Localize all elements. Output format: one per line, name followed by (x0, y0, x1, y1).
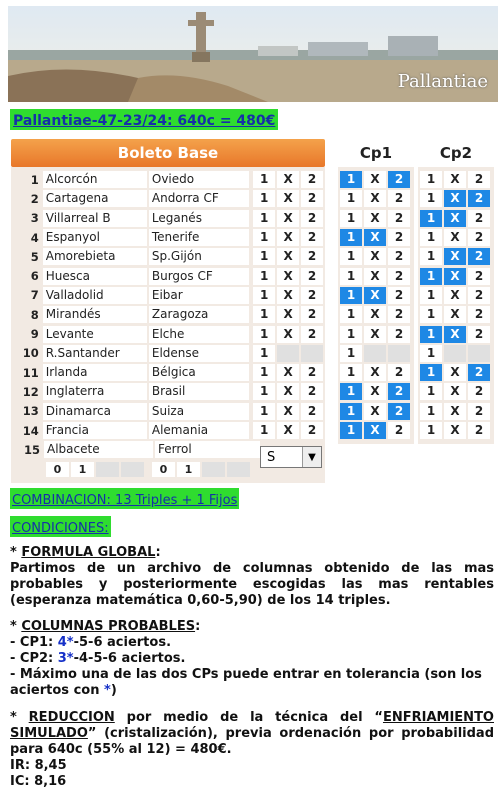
table-row (340, 363, 412, 382)
cp-cell: 1 (340, 210, 362, 227)
cp-cell: 2 (388, 326, 410, 343)
table-row (13, 305, 323, 324)
cp-cell: 1 (420, 190, 442, 207)
sign-cell[interactable]: 2 (301, 190, 323, 207)
cp-cell: 2 (468, 403, 490, 420)
cp-cell: 1 (420, 345, 442, 362)
table-row (420, 421, 492, 440)
sign-cell[interactable]: 2 (301, 210, 323, 227)
table-row (13, 228, 323, 247)
score-empty[interactable] (121, 462, 144, 477)
table-row (13, 189, 323, 208)
cp-cell: 1 (340, 364, 362, 381)
cp-cell: X (364, 364, 386, 381)
cp-cell-selected: 1 (340, 403, 362, 420)
away-team: Suiza (149, 403, 249, 420)
table-row (340, 421, 412, 440)
brand-logo: Pallantiae (397, 71, 488, 92)
score-cell[interactable]: 0 (46, 462, 69, 477)
sign-cell[interactable]: X (277, 364, 299, 381)
cp-cell: 1 (340, 345, 362, 362)
sign-cell[interactable]: X (277, 171, 299, 188)
away-team: Leganés (149, 210, 249, 227)
cp-cell: 1 (420, 422, 442, 439)
cp2-tolerance: 3* (57, 651, 74, 666)
cp1-rows (338, 167, 414, 444)
cp-cell: 2 (388, 306, 410, 323)
cp-cell: X (364, 210, 386, 227)
cp1-header: Cp1 (359, 144, 393, 162)
table-row (340, 209, 412, 228)
cp-cell-selected: X (444, 248, 466, 265)
tolerance-note-end: ) (110, 683, 117, 698)
match-number: 3 (30, 211, 39, 226)
cp-cell: X (444, 383, 466, 400)
ic-value: IC: 8,16 (10, 774, 67, 789)
table-row (340, 266, 412, 285)
cp1-table (338, 139, 414, 444)
home-team: Espanyol (43, 229, 147, 246)
match-number: 14 (22, 423, 39, 438)
condiciones-text: CONDICIONES: (12, 521, 109, 536)
sign-cell[interactable]: X (277, 210, 299, 227)
cp-cell: X (444, 306, 466, 323)
sign-cell[interactable]: 2 (301, 422, 323, 439)
cp-cell: 2 (388, 364, 410, 381)
cp1-aciertos: -5-6 aciertos. (73, 635, 172, 650)
reduccion-section: * REDUCCION por medio de la técnica del “ENFRIAMIENTO SIMULADO” (cristalización), previa ordenación por probabilidad para 640c (55% al 12) = 480€. IR: 8,45 IC: 8,16 (10, 710, 494, 789)
chevron-down-icon[interactable]: ▼ (302, 447, 321, 467)
cp-cell: 2 (388, 287, 410, 304)
home-team: Albacete (44, 441, 153, 458)
match-number: 9 (30, 327, 39, 342)
cp-cell: X (444, 422, 466, 439)
table-row (13, 170, 323, 189)
match-number: 1 (30, 172, 39, 187)
match-number: 6 (30, 269, 39, 284)
cp-cell-selected: X (444, 268, 466, 285)
cp-cell: X (364, 306, 386, 323)
table-row (340, 189, 412, 208)
sign-cell[interactable]: 2 (301, 364, 323, 381)
table-row (420, 228, 492, 247)
cp-cell: 2 (468, 268, 490, 285)
table-row (420, 382, 492, 401)
table-row (13, 363, 323, 382)
cp-cell: X (444, 403, 466, 420)
pleno-select[interactable] (260, 446, 322, 468)
away-score-group (150, 462, 252, 477)
cp-cell: 1 (340, 326, 362, 343)
table-row (340, 382, 412, 401)
cp-cell: X (444, 171, 466, 188)
table-row (13, 382, 323, 401)
match-number: 11 (22, 365, 39, 380)
condiciones-heading (10, 516, 111, 537)
cp-cell: 1 (340, 268, 362, 285)
formula-section: * FORMULA GLOBAL: Partimos de un archivo de columnas obtenido de las mas probables y posteriormente escogidas las mas rentables (esperanza matemática 0,60-5,90) de los 14 triples. (10, 545, 494, 608)
sign-cell[interactable]: 1 (253, 403, 275, 420)
table-row (13, 286, 323, 305)
match-number: 4 (30, 230, 39, 245)
score-cell[interactable]: 1 (177, 462, 200, 477)
sign-cell[interactable]: 1 (253, 210, 275, 227)
cp1-label: - CP1: (10, 635, 58, 650)
tolerance-note: - Máximo una de las dos CPs puede entrar en tolerancia (son los aciertos con (10, 667, 482, 698)
away-team: Elche (149, 326, 249, 343)
sign-cell[interactable]: 2 (301, 326, 323, 343)
boleto-base-table (11, 139, 325, 483)
away-team: Eldense (149, 345, 249, 362)
sign-cell[interactable]: 2 (301, 287, 323, 304)
sign-cell[interactable]: X (277, 248, 299, 265)
match-number: 15 (23, 442, 40, 457)
combinacion-text: COMBINACION: 13 Triples + 1 Fijos (12, 493, 238, 508)
away-team: Eibar (149, 287, 249, 304)
cp-cell: 1 (420, 403, 442, 420)
table-row (340, 402, 412, 421)
home-team: R.Santander (43, 345, 147, 362)
cp-cell: 1 (420, 248, 442, 265)
match-number: 13 (22, 404, 39, 419)
table-row (340, 344, 412, 363)
cp-cell-selected: X (444, 326, 466, 343)
cp2-header: Cp2 (439, 144, 473, 162)
match-number: 7 (30, 288, 39, 303)
header-banner (8, 6, 498, 102)
cp-cell: 1 (420, 383, 442, 400)
cp-cell: X (364, 171, 386, 188)
table-row (420, 170, 492, 189)
table-row (13, 344, 323, 363)
cp-cell: 2 (468, 326, 490, 343)
cp2-rows (418, 167, 494, 444)
home-team: Mirandés (43, 306, 147, 323)
away-team: Ferrol (155, 441, 260, 458)
sign-cell[interactable]: 1 (253, 229, 275, 246)
score-empty[interactable] (96, 462, 119, 477)
sign-cell[interactable]: X (277, 190, 299, 207)
sign-cell[interactable]: X (277, 383, 299, 400)
cp-cell: X (444, 364, 466, 381)
cp-cell: 2 (468, 287, 490, 304)
table-row (340, 286, 412, 305)
home-score-group (44, 462, 150, 477)
score-cell[interactable]: 0 (152, 462, 175, 477)
sign-cell[interactable]: 1 (253, 422, 275, 439)
cp-cell-selected: X (444, 190, 466, 207)
sign-cell[interactable]: 2 (301, 229, 323, 246)
sign-cell[interactable]: 2 (301, 403, 323, 420)
cp-cell-selected: 1 (340, 287, 362, 304)
match-number: 10 (22, 346, 39, 361)
score-empty[interactable] (202, 462, 225, 477)
table-row (420, 247, 492, 266)
cp-cell: 2 (468, 422, 490, 439)
match-number: 5 (30, 249, 39, 264)
sign-cell[interactable]: 1 (253, 287, 275, 304)
cp1-tolerance: 4* (57, 635, 74, 650)
sign-cell[interactable]: X (277, 403, 299, 420)
table-row (420, 286, 492, 305)
away-team: Bélgica (149, 364, 249, 381)
table-row (13, 402, 323, 421)
cp-cell: 2 (468, 306, 490, 323)
cp-cell-selected: X (364, 422, 386, 439)
away-team: Burgos CF (149, 268, 249, 285)
cp-cell: 2 (468, 171, 490, 188)
cp-cell: 2 (388, 248, 410, 265)
cp2-label: - CP2: (10, 651, 58, 666)
sign-cell[interactable]: 1 (253, 326, 275, 343)
home-team: Irlanda (43, 364, 147, 381)
reduccion-text-2: ” (cristalización), previa ordenación por probabilidad para 640c (55% al 12) = 480€. (10, 726, 494, 757)
match-number: 12 (22, 384, 39, 399)
away-team: Sp.Gijón (149, 248, 249, 265)
sign-cell[interactable]: X (277, 287, 299, 304)
columnas-section: * COLUMNAS PROBABLES: - CP1: 4*-5-6 aciertos. - CP2: 3*-4-5-6 aciertos. - Máximo una de las dos CPs puede entrar en tolerancia (son los aciertos con *) (10, 619, 482, 698)
home-team: Amorebieta (43, 248, 147, 265)
boleto-rows (11, 167, 325, 483)
table-row (13, 421, 323, 440)
cp-cell-selected: 1 (420, 210, 442, 227)
sign-cell[interactable]: X (277, 229, 299, 246)
sign-empty[interactable] (277, 345, 299, 362)
table-row (13, 247, 323, 266)
sign-cell[interactable]: 1 (253, 345, 275, 362)
cp-cell-selected: X (364, 287, 386, 304)
table-row (420, 344, 492, 363)
cp-cell-selected: 2 (468, 190, 490, 207)
cp-cell-selected: X (364, 229, 386, 246)
table-row (420, 363, 492, 382)
table-row (420, 189, 492, 208)
cp-cell: X (364, 383, 386, 400)
sign-cell[interactable]: X (277, 268, 299, 285)
sign-cell[interactable]: 1 (253, 383, 275, 400)
boleto-header: Boleto Base (11, 139, 325, 167)
home-team: Inglaterra (43, 383, 147, 400)
enfriamiento-label: ENFRIAMIENTO SIMULADO (10, 710, 494, 741)
formula-label: FORMULA GLOBAL (21, 545, 156, 560)
cp-cell-empty (444, 345, 466, 362)
home-team: Alcorcón (43, 171, 147, 188)
sign-cell[interactable]: 2 (301, 248, 323, 265)
cp-cell-selected: 1 (340, 171, 362, 188)
home-team: Villarreal B (43, 210, 147, 227)
table-row (420, 324, 492, 343)
sign-empty[interactable] (301, 345, 323, 362)
cp-cell-selected: X (444, 210, 466, 227)
table-row (13, 324, 323, 343)
cp-cell: X (364, 326, 386, 343)
home-team: Levante (43, 326, 147, 343)
score-cell[interactable]: 1 (71, 462, 94, 477)
table-row (13, 266, 323, 285)
sign-cell[interactable]: 1 (253, 190, 275, 207)
columnas-label: COLUMNAS PROBABLES (21, 619, 196, 634)
cp-cell: 2 (388, 210, 410, 227)
away-team: Andorra CF (149, 190, 249, 207)
cp-cell-selected: 1 (420, 364, 442, 381)
sign-cell[interactable]: X (277, 306, 299, 323)
cp-cell: 2 (388, 268, 410, 285)
home-team: Francia (43, 422, 147, 439)
cp-cell: X (364, 403, 386, 420)
reduccion-label: REDUCCION (28, 710, 115, 725)
cp-cell-selected: 1 (340, 383, 362, 400)
cp-cell-empty (364, 345, 386, 362)
cp-cell: 2 (468, 383, 490, 400)
cp-cell-empty (388, 345, 410, 362)
sign-cell[interactable]: 2 (301, 268, 323, 285)
sign-cell[interactable]: 1 (253, 248, 275, 265)
cp-cell-selected: 2 (468, 248, 490, 265)
home-team: Valladolid (43, 287, 147, 304)
page-title (10, 109, 278, 130)
cp-cell: 2 (388, 422, 410, 439)
home-team: Dinamarca (43, 403, 147, 420)
reduccion-text-1: por medio de la técnica del “ (114, 710, 383, 725)
table-row (13, 209, 323, 228)
cp-cell: 1 (340, 306, 362, 323)
away-team: Alemania (149, 422, 249, 439)
table-row (420, 402, 492, 421)
cp2-aciertos: -4-5-6 aciertos. (73, 651, 186, 666)
sign-cell[interactable]: 1 (253, 268, 275, 285)
table-row (420, 266, 492, 285)
cp-cell-selected: 1 (340, 422, 362, 439)
cp-cell: 1 (340, 248, 362, 265)
page-title-text: Pallantiae-47-23/24: 640c = 480€ (13, 113, 276, 129)
cp-cell: X (364, 248, 386, 265)
match-number: 8 (30, 307, 39, 322)
sign-cell[interactable]: X (277, 326, 299, 343)
cp-cell-empty (468, 345, 490, 362)
cp-cell: 2 (468, 229, 490, 246)
table-row (340, 228, 412, 247)
cp-cell: 2 (468, 210, 490, 227)
cp-cell-selected: 2 (388, 403, 410, 420)
cp-cell: 2 (388, 190, 410, 207)
table-row (340, 247, 412, 266)
ir-value: IR: 8,45 (10, 758, 67, 773)
cp-cell-selected: 1 (420, 326, 442, 343)
away-team: Brasil (149, 383, 249, 400)
sign-cell[interactable]: 2 (301, 383, 323, 400)
pleno-select-value: S (267, 449, 276, 465)
home-team: Cartagena (43, 190, 147, 207)
cp-cell: 1 (340, 190, 362, 207)
away-team: Zaragoza (149, 306, 249, 323)
away-team: Oviedo (149, 171, 249, 188)
table-row (420, 305, 492, 324)
cp-cell: 1 (420, 229, 442, 246)
cp-cell: 1 (420, 287, 442, 304)
sign-cell[interactable]: 2 (301, 306, 323, 323)
match-number: 2 (30, 191, 39, 206)
table-row (340, 170, 412, 189)
table-row (340, 305, 412, 324)
sign-cell[interactable]: X (277, 422, 299, 439)
sign-cell[interactable]: 1 (253, 306, 275, 323)
cp-cell: X (444, 229, 466, 246)
table-row (340, 324, 412, 343)
tolerance-star: * (104, 683, 111, 698)
sign-cell[interactable]: 1 (253, 171, 275, 188)
cp-cell: 2 (388, 229, 410, 246)
cp-cell: X (364, 268, 386, 285)
sign-cell[interactable]: 2 (301, 171, 323, 188)
combinacion-heading (10, 488, 239, 509)
home-team: Huesca (43, 268, 147, 285)
cp-cell: 1 (420, 171, 442, 188)
sign-cell[interactable]: 1 (253, 364, 275, 381)
cp-cell-selected: 2 (468, 364, 490, 381)
score-empty[interactable] (227, 462, 250, 477)
cp-cell: X (364, 190, 386, 207)
cp-cell: 1 (420, 306, 442, 323)
cp-cell: X (444, 287, 466, 304)
cp-cell-selected: 1 (340, 229, 362, 246)
cp-cell-selected: 1 (420, 268, 442, 285)
cp-cell-selected: 2 (388, 171, 410, 188)
table-row (420, 209, 492, 228)
cp-cell-selected: 2 (388, 383, 410, 400)
formula-text: Partimos de un archivo de columnas obtenido de las mas probables y posteriormente escogidas las mas rentables (esperanza matemática 0,60-5,90) de los 14 triples. (10, 561, 494, 608)
away-team: Tenerife (149, 229, 249, 246)
cp2-table (418, 139, 494, 444)
